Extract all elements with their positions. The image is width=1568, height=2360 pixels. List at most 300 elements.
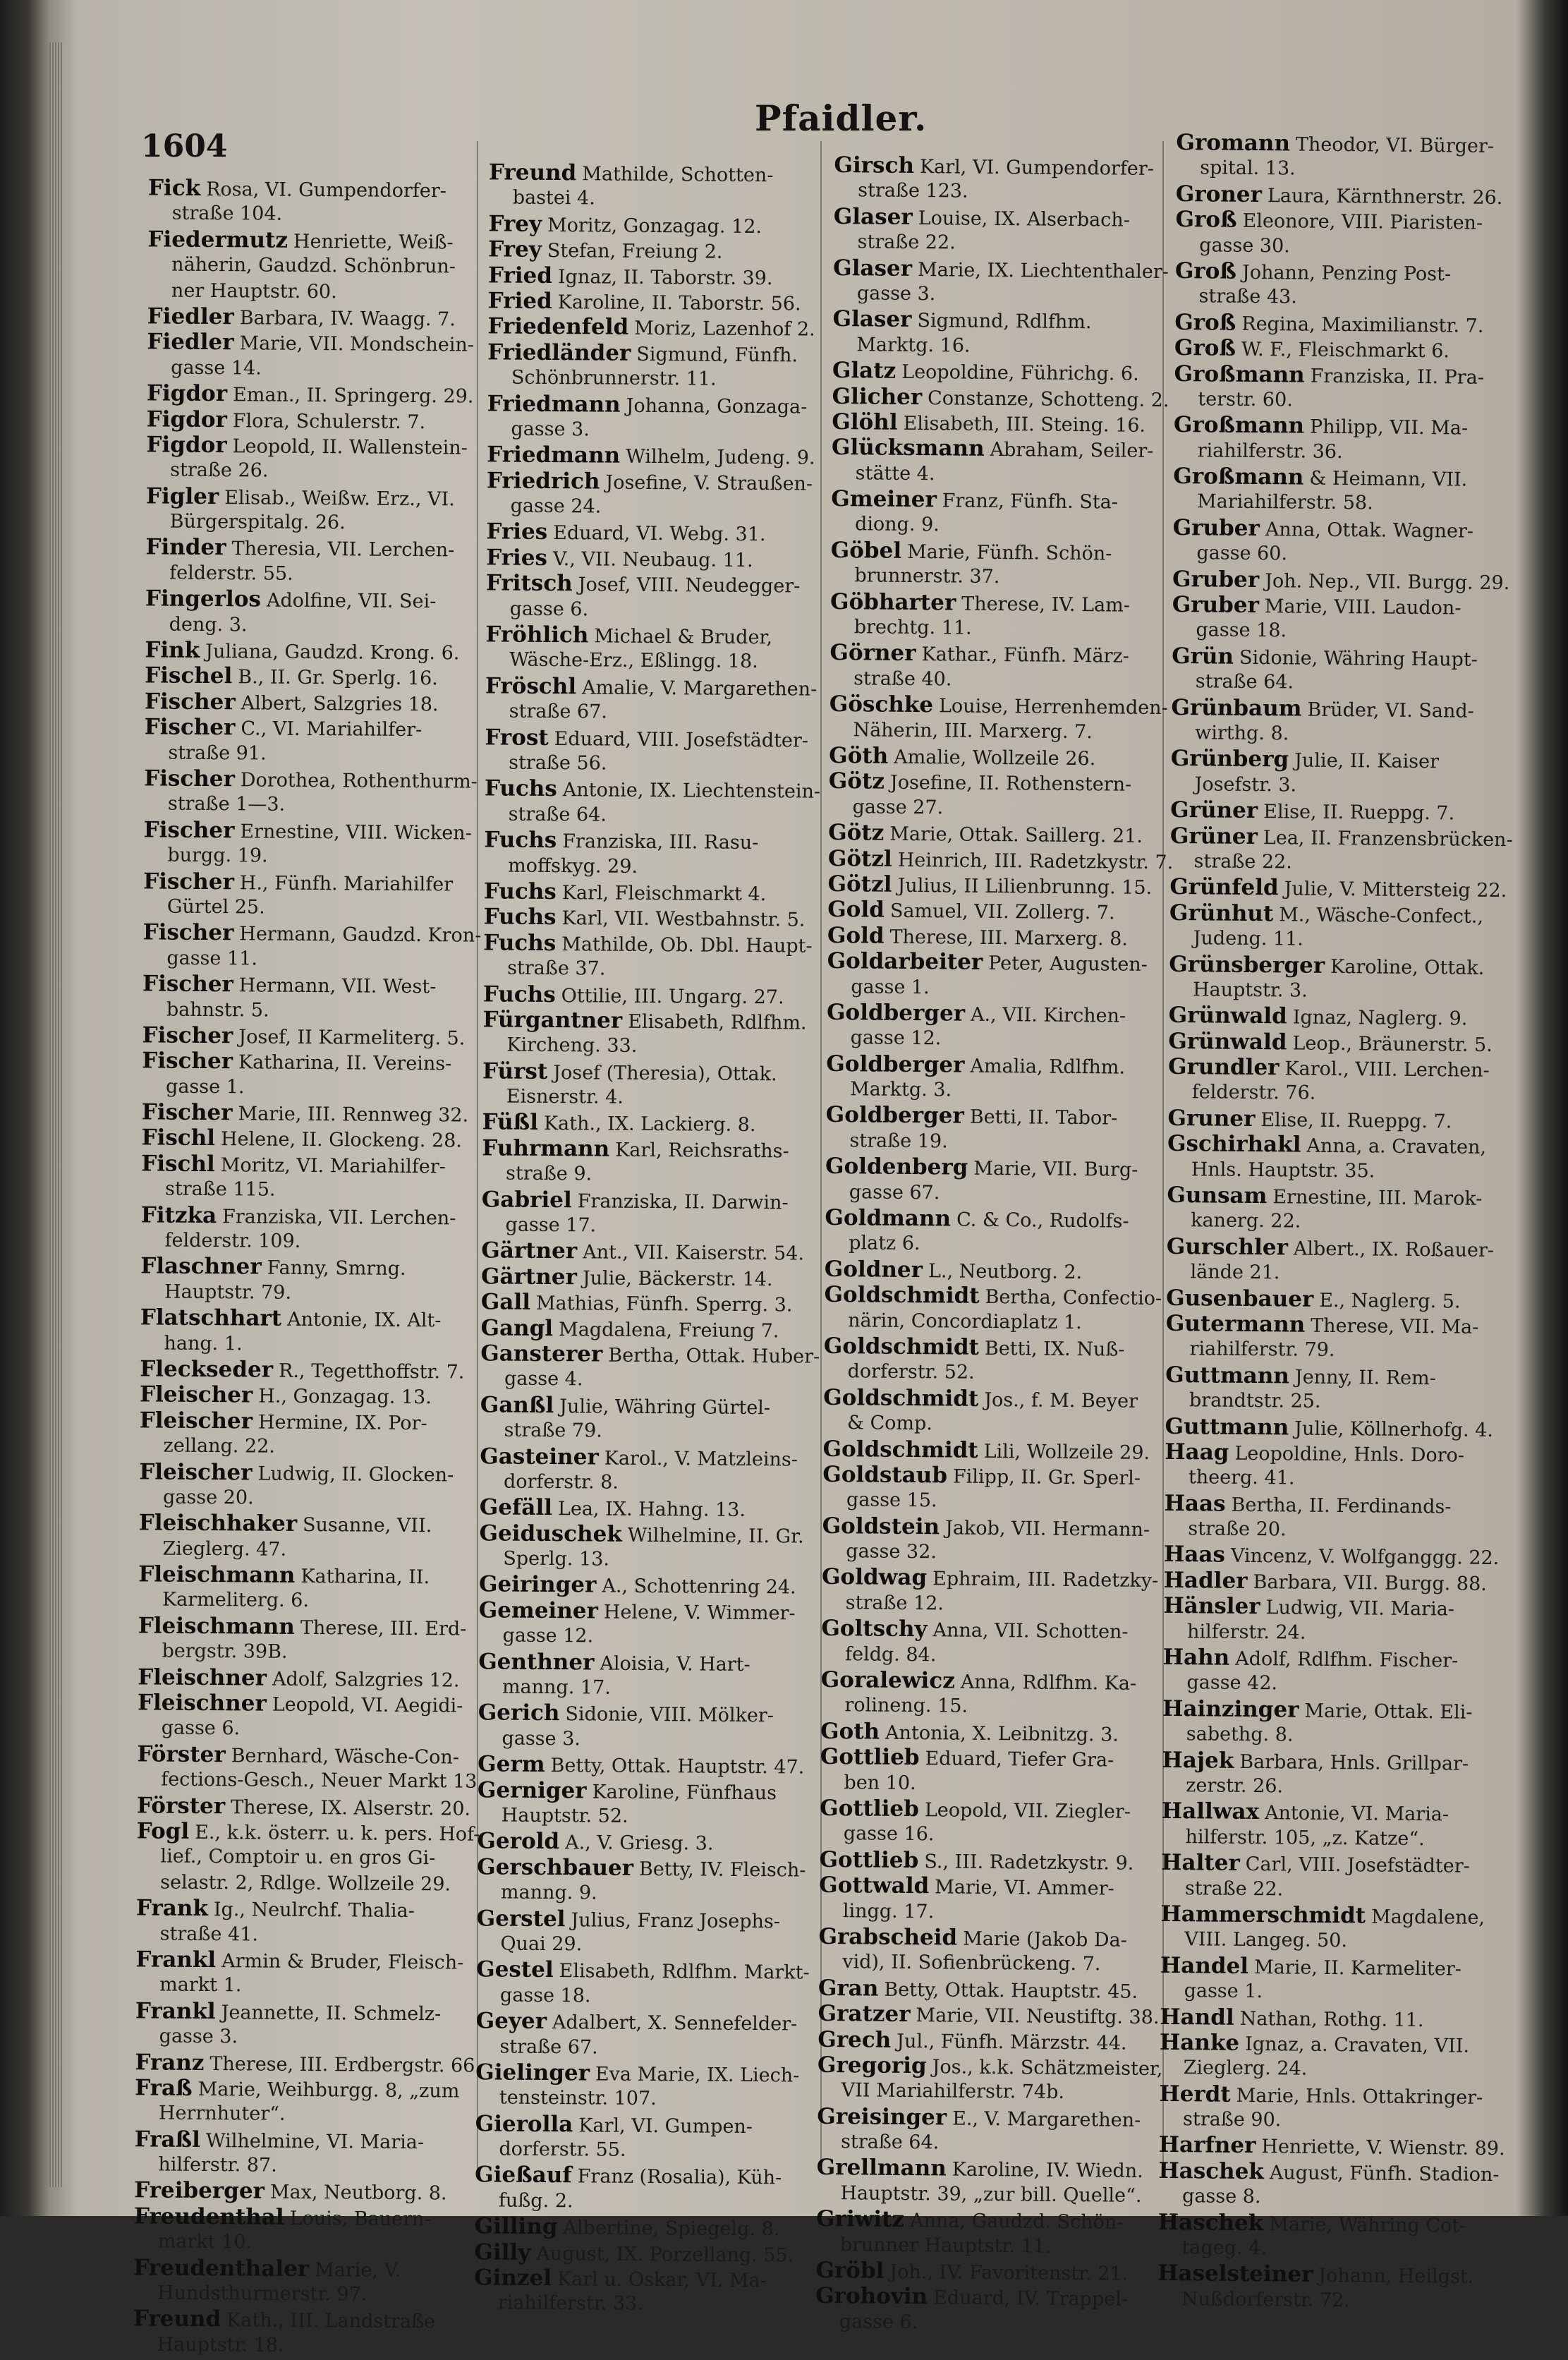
directory-entry-continuation: [833, 229, 1168, 258]
entry-details: fußg. 2.: [498, 2189, 573, 2213]
entry-surname: Göschke: [829, 691, 934, 718]
directory-entry: [1160, 2030, 1495, 2059]
entry-details: lief., Comptoir u. en gros Gi-: [160, 1845, 436, 1870]
directory-entry: [488, 211, 823, 239]
entry-details: VII Mariahilferstr. 74b.: [841, 2079, 1065, 2104]
directory-entry-continuation: [475, 2188, 810, 2216]
directory-entry: [830, 589, 1165, 618]
entry-surname: Fischel: [145, 662, 233, 689]
entry-details: Elisabeth, Rdlfhm. Markt-: [559, 1960, 810, 1984]
entry-surname: Fröhlich: [485, 622, 589, 648]
entry-surname: Gerstel: [476, 1905, 566, 1932]
entry-surname: Goldschmidt: [824, 1282, 980, 1309]
entry-details: Barbara, IV. Waagg. 7.: [239, 307, 456, 331]
entry-details: Marie, Hnls. Ottakringer-: [1236, 2084, 1483, 2109]
entry-details: V., VII. Neubaug. 11.: [552, 547, 753, 571]
entry-surname: Geiduschek: [479, 1520, 622, 1547]
entry-details: wirthg. 8.: [1195, 722, 1289, 745]
entry-surname: Fleischmann: [138, 1561, 296, 1588]
entry-details: Hauptstr. 52.: [501, 1804, 628, 1827]
entry-details: riahilferstr. 79.: [1189, 1338, 1335, 1362]
entry-details: Kathar., Fünfh. März-: [921, 643, 1130, 668]
directory-entry-continuation: [480, 1417, 815, 1446]
directory-entry: [485, 776, 820, 804]
entry-surname: Fischer: [144, 714, 236, 741]
directory-entry: [832, 358, 1167, 387]
directory-entry: [1162, 1748, 1497, 1777]
entry-details: platz 6.: [849, 1232, 920, 1255]
entry-details: gasse 30.: [1199, 234, 1290, 257]
entry-details: Karoline, Ottak.: [1330, 955, 1485, 979]
directory-entry: [144, 817, 479, 845]
entry-surname: Haas: [1163, 1542, 1226, 1568]
entry-details: & Heimann, VII.: [1309, 467, 1468, 491]
entry-details: Bertha, Confectio-: [985, 1286, 1162, 1310]
entry-details: gasse 24.: [510, 495, 602, 518]
entry-surname: Hadler: [1163, 1567, 1248, 1594]
entry-surname: Gefäll: [479, 1494, 553, 1521]
directory-entry: [480, 1341, 820, 1369]
directory-entry: [480, 1392, 815, 1420]
entry-details: Henriette, Weiß-: [293, 230, 454, 254]
directory-entry: [822, 1436, 1157, 1465]
entry-details: gasse 27.: [852, 796, 944, 819]
entry-surname: Fuchs: [484, 775, 557, 802]
entry-details: Julie, Bäckerstr. 14.: [582, 1267, 773, 1291]
entry-details: Jeannette, II. Schmelz-: [221, 2001, 442, 2026]
directory-entry-continuation: [830, 615, 1165, 643]
entry-details: Rosa, VI. Gumpendorfer-: [206, 178, 446, 202]
entry-details: straße 115.: [164, 1178, 276, 1201]
entry-surname: Fuchs: [483, 930, 557, 956]
entry-details: Leopoldine, Hnls. Doro-: [1234, 1442, 1465, 1467]
entry-surname: Haselsteiner: [1157, 2261, 1313, 2288]
entry-details: Leopold, VII. Ziegler-: [924, 1799, 1131, 1823]
directory-entry: [480, 1315, 815, 1343]
entry-surname: Gierolla: [475, 2110, 573, 2137]
directory-entry: [821, 1667, 1156, 1696]
entry-details: Vincenz, V. Wolfganggg. 22.: [1230, 1545, 1500, 1570]
entry-details: bastei 4.: [512, 187, 595, 210]
directory-entry-continuation: [1175, 233, 1510, 262]
directory-entry: [139, 1511, 474, 1539]
entry-details: Fanny, Smrng.: [267, 1257, 406, 1281]
entry-details: straße 64.: [840, 2131, 940, 2154]
entry-details: gasse 60.: [1196, 542, 1288, 565]
entry-surname: Hammerschmidt: [1160, 1901, 1366, 1929]
entry-details: Franziska, II. Darwin-: [577, 1190, 789, 1214]
directory-entry-continuation: [816, 2232, 1151, 2261]
directory-entry: [134, 2203, 469, 2232]
directory-entry-continuation: [134, 2152, 469, 2180]
entry-details: tensteinstr. 107.: [499, 2086, 657, 2110]
directory-entry: [147, 406, 482, 435]
entry-details: tageg. 4.: [1181, 2237, 1268, 2260]
entry-surname: Harfner: [1158, 2132, 1256, 2159]
entry-surname: Gurschler: [1166, 1233, 1289, 1261]
directory-entry-continuation: [140, 1279, 475, 1307]
directory-entry: [147, 303, 482, 332]
directory-entry-continuation: [140, 1228, 475, 1256]
directory-entry: [832, 409, 1167, 438]
entry-surname: Fries: [486, 519, 548, 545]
entry-details: Hundsthurmerstr. 97.: [157, 2282, 367, 2306]
entry-surname: Figdor: [146, 380, 228, 407]
directory-entry: [1165, 1362, 1500, 1391]
entry-details: Ignaz, a. Cravaten, VII.: [1244, 2033, 1470, 2057]
directory-entry-continuation: [474, 2291, 809, 2319]
entry-surname: Greisinger: [817, 2103, 947, 2131]
directory-entry: [827, 923, 1162, 952]
entry-surname: Fuchs: [482, 981, 556, 1007]
directory-entry-continuation: [139, 1484, 474, 1513]
entry-details: Karl, Fleischmarkt 4.: [561, 882, 767, 906]
entry-surname: Göth: [829, 742, 889, 769]
entry-details: Julius, II Lilienbrunng. 15.: [897, 874, 1153, 899]
entry-details: Adalbert, X. Sennefelder-: [552, 2011, 798, 2035]
entry-details: felderstr. 55.: [169, 562, 293, 585]
entry-surname: Gröbl: [815, 2257, 885, 2284]
directory-entry-continuation: [832, 461, 1167, 490]
directory-entry-continuation: [475, 2086, 810, 2114]
directory-entry-continuation: [826, 1077, 1161, 1106]
directory-entry-continuation: [140, 1331, 475, 1359]
directory-entry-continuation: [1160, 2055, 1495, 2084]
directory-entry: [1163, 1645, 1498, 1674]
entry-surname: Götzl: [827, 845, 892, 872]
directory-entry: [1168, 1029, 1503, 1058]
entry-details: Leopold, VI. Aegidi-: [272, 1693, 463, 1717]
directory-entry-continuation: [487, 493, 822, 521]
entry-details: Mathilde, Ob. Dbl. Haupt-: [561, 933, 813, 957]
entry-details: Helene, II. Glockeng. 28.: [220, 1128, 463, 1152]
entry-surname: Goth: [820, 1718, 880, 1745]
directory-entry: [827, 1000, 1162, 1029]
directory-entry-continuation: [138, 1639, 473, 1667]
entry-details: Eduard, Tiefer Gra-: [925, 1748, 1114, 1772]
entry-details: gasse 1.: [1184, 1980, 1263, 2003]
directory-entry: [831, 486, 1166, 515]
directory-entry-continuation: [487, 416, 822, 444]
entry-details: Adolf, Rdlfhm. Fischer-: [1235, 1647, 1459, 1672]
directory-entry: [478, 1700, 813, 1729]
directory-entry-continuation: [135, 2023, 470, 2052]
directory-entry: [146, 432, 481, 460]
directory-entry: [1174, 310, 1509, 339]
entry-details: hang. 1.: [164, 1332, 243, 1355]
directory-entry: [829, 640, 1165, 669]
entry-surname: Fröschl: [485, 673, 577, 700]
directory-entry-continuation: [482, 1161, 817, 1190]
entry-details: Jakob, VII. Hermann-: [944, 1517, 1150, 1541]
entry-surname: Fischer: [142, 1048, 233, 1075]
entry-details: Katharina, II.: [300, 1566, 430, 1589]
directory-entry-continuation: [1164, 1516, 1499, 1545]
entry-details: Ernestine, III. Marok-: [1272, 1186, 1483, 1210]
entry-surname: Goldstein: [822, 1513, 940, 1540]
directory-entry: [478, 1777, 813, 1805]
entry-details: Marie, Währing Cot-: [1269, 2213, 1466, 2237]
entry-details: Max, Neutborg. 8.: [269, 2182, 447, 2205]
entry-surname: Haschek: [1158, 2158, 1265, 2185]
entry-details: S., III. Radetzkystr. 9.: [924, 1850, 1134, 1875]
directory-entry-continuation: [1162, 1721, 1497, 1750]
entry-details: Marie, Fünfh. Schön-: [906, 540, 1112, 565]
directory-entry: [145, 586, 480, 615]
directory-entry: [485, 725, 820, 753]
entry-surname: Fischer: [142, 1022, 233, 1049]
entry-details: Anna, Gaudzd. Schön-: [909, 2210, 1124, 2234]
entry-surname: Gerold: [477, 1828, 560, 1855]
directory-entry: [476, 2008, 811, 2036]
entry-details: gasse 18.: [1196, 619, 1287, 642]
entry-details: Louise, IX. Alserbach-: [918, 207, 1130, 231]
directory-entry: [474, 2265, 809, 2293]
entry-details: A., Schottenring 24.: [602, 1575, 796, 1599]
directory-entry: [1163, 1593, 1498, 1622]
entry-surname: Friedmann: [487, 442, 621, 468]
directory-entry: [1162, 1798, 1497, 1827]
entry-surname: Fischer: [141, 1099, 233, 1126]
directory-entry-continuation: [134, 2229, 469, 2258]
directory-entry-continuation: [1168, 1079, 1503, 1108]
directory-entry-continuation: [141, 1177, 476, 1205]
entry-details: Ephraim, III. Radetzky-: [932, 1568, 1159, 1592]
entry-surname: Fischer: [142, 919, 234, 946]
directory-entry: [477, 1854, 812, 1882]
directory-entry: [1164, 1568, 1499, 1597]
entry-surname: Groß: [1174, 335, 1236, 361]
entry-surname: Förster: [137, 1741, 226, 1768]
directory-entry: [1158, 2132, 1505, 2161]
directory-entry-continuation: [135, 2101, 470, 2129]
entry-surname: Fiedler: [147, 329, 234, 356]
entry-details: zellang. 22.: [163, 1434, 276, 1458]
entry-details: Theodor, VI. Bürger-: [1295, 133, 1495, 157]
entry-details: Nathan, Rothg. 11.: [1239, 2007, 1424, 2031]
entry-details: Moritz, VI. Mariahilfer-: [220, 1154, 446, 1178]
directory-entry-continuation: [1169, 977, 1504, 1006]
entry-details: Hauptstr. 79.: [164, 1281, 292, 1304]
directory-entry-continuation: [136, 1921, 471, 1949]
directory-entry-continuation: [475, 2136, 810, 2165]
entry-details: L., Neutborg. 2.: [928, 1260, 1083, 1283]
entry-surname: Fleischmann: [138, 1613, 296, 1640]
directory-column-1: [133, 175, 484, 2356]
directory-entry-continuation: [139, 1433, 474, 1461]
directory-entry-continuation: [484, 853, 819, 881]
directory-entry: [1169, 823, 1513, 852]
entry-details: Gürtel 25.: [166, 895, 265, 919]
entry-details: Marie (Jakob Da-: [963, 1928, 1127, 1951]
entry-details: Brüder, VI. Sand-: [1307, 698, 1474, 722]
entry-details: Marktg. 16.: [856, 334, 971, 357]
entry-details: Wilhelm, Judeng. 9.: [626, 446, 815, 469]
entry-surname: Grüner: [1170, 797, 1258, 824]
entry-surname: Handel: [1160, 1952, 1249, 1979]
directory-entry: [815, 2258, 1150, 2287]
entry-details: Josefine, V. Straußen-: [605, 471, 813, 495]
directory-entry: [482, 1187, 817, 1215]
entry-surname: Freudenthal: [133, 2203, 284, 2230]
directory-entry-continuation: [138, 1716, 473, 1744]
directory-entry: [1157, 2261, 1493, 2289]
entry-surname: Grünbaum: [1171, 694, 1302, 722]
directory-entry: [1174, 335, 1509, 364]
directory-entry: [474, 2239, 809, 2268]
entry-details: straße 104.: [171, 202, 283, 226]
entry-details: Anna, VII. Schotten-: [932, 1619, 1129, 1643]
entry-details: Betty, Ottak. Hauptstr. 45.: [884, 1978, 1138, 2003]
directory-entry: [486, 571, 821, 599]
entry-details: straße 79.: [504, 1419, 602, 1442]
entry-details: Adolfine, VII. Sei-: [266, 589, 437, 613]
directory-entry: [487, 442, 822, 471]
entry-details: Marie, VIII. Laudon-: [1264, 595, 1461, 619]
entry-surname: Fink: [145, 637, 200, 663]
directory-entry: [483, 930, 818, 958]
entry-details: Joh. Nep., VII. Burgg. 29.: [1265, 569, 1510, 594]
entry-surname: Freiberger: [134, 2177, 265, 2205]
entry-details: straße 43.: [1198, 285, 1297, 308]
directory-entry-continuation: [478, 1726, 813, 1754]
directory-entry: [1168, 1054, 1503, 1083]
directory-entry: [142, 1048, 477, 1077]
entry-surname: Haschek: [1157, 2209, 1264, 2236]
entry-details: Elisabeth, III. Steing. 16.: [903, 412, 1146, 437]
directory-entry: [820, 1719, 1155, 1748]
directory-entry-continuation: [825, 1128, 1160, 1157]
entry-details: Marie, II. Karmeliter-: [1253, 1956, 1461, 1980]
directory-entry: [1175, 258, 1510, 287]
entry-details: straße 19.: [849, 1130, 948, 1153]
entry-details: hilferstr. 105, „z. Katze“.: [1185, 1825, 1425, 1850]
entry-surname: Gemeiner: [478, 1597, 598, 1624]
directory-entry-continuation: [823, 1359, 1158, 1388]
directory-entry: [481, 1238, 816, 1266]
entry-surname: Groner: [1175, 181, 1263, 207]
entry-details: Amalia, Rdlfhm.: [970, 1055, 1126, 1079]
directory-entry-continuation: [1161, 1875, 1496, 1904]
directory-entry-continuation: [827, 974, 1162, 1003]
entry-surname: Flatschhart: [140, 1305, 282, 1331]
entry-details: Antonie, VI. Maria-: [1264, 1802, 1450, 1826]
entry-details: Therese, III. Marxerg. 8.: [889, 926, 1129, 950]
directory-entry-continuation: [145, 560, 480, 588]
entry-surname: Götzl: [827, 871, 892, 897]
entry-surname: Gmeiner: [831, 486, 937, 513]
entry-surname: Förster: [136, 1792, 226, 1819]
entry-details: Hnls. Hauptstr. 35.: [1191, 1158, 1375, 1182]
directory-entry-continuation: [135, 1973, 470, 2001]
entry-surname: Groß: [1174, 309, 1236, 336]
directory-entry-continuation: [142, 945, 478, 974]
entry-details: Wilhelmine, II. Gr.: [627, 1524, 804, 1548]
entry-details: Samuel, VII. Zollerg. 7.: [889, 900, 1115, 924]
directory-entry-continuation: [137, 1767, 484, 1796]
directory-entry-continuation: [483, 955, 818, 984]
entry-surname: Flaschner: [140, 1253, 262, 1280]
directory-entry-continuation: [144, 740, 479, 768]
directory-entry: [141, 1125, 476, 1154]
directory-entry-continuation: [1159, 2107, 1494, 2136]
entry-details: Betty, IV. Fleisch-: [638, 1858, 806, 1882]
entry-details: Marie, III. Rennweg 32.: [238, 1103, 469, 1127]
entry-surname: Gärtner: [481, 1238, 578, 1264]
entry-surname: Fleckseder: [140, 1356, 274, 1383]
directory-entry: [142, 1099, 477, 1127]
directory-entry: [827, 871, 1162, 900]
entry-details: Johann, Penzing Post-: [1241, 261, 1452, 286]
entry-details: Mathias, Fünfh. Sperrg. 3.: [535, 1293, 793, 1317]
directory-entry: [146, 483, 481, 512]
entry-details: Elise, II. Rueppg. 7.: [1263, 801, 1455, 825]
entry-details: Hermann, Gaudzd. Kron-: [239, 923, 482, 948]
directory-entry: [827, 845, 1174, 874]
directory-entry: [486, 519, 821, 547]
entry-details: manng. 9.: [500, 1881, 597, 1904]
directory-entry-continuation: [478, 1623, 813, 1652]
entry-surname: Fuchs: [483, 904, 557, 931]
entry-details: gasse 14.: [171, 356, 262, 380]
directory-entry-continuation: [147, 355, 482, 383]
directory-entry: [136, 1818, 480, 1846]
directory-entry: [1165, 1491, 1500, 1520]
directory-entry: [481, 1290, 816, 1318]
directory-entry: [133, 2255, 468, 2283]
entry-details: Eleonore, VIII. Piaristen-: [1242, 210, 1483, 234]
directory-entry: [475, 2059, 810, 2088]
directory-entry: [1166, 1285, 1501, 1314]
entry-details: Anna, Ottak. Wagner-: [1265, 518, 1474, 543]
directory-entry: [488, 237, 823, 265]
entry-details: Karol., VIII. Lerchen-: [1284, 1058, 1490, 1082]
directory-entry: [834, 204, 1169, 233]
entry-surname: Gangl: [480, 1314, 554, 1341]
directory-entry-continuation: [489, 186, 824, 214]
directory-entry: [475, 2162, 810, 2191]
entry-surname: Haag: [1165, 1439, 1229, 1465]
entry-surname: Franz: [135, 2049, 205, 2076]
entry-surname: Gottlieb: [820, 1795, 920, 1822]
directory-entry-continuation: [1157, 2235, 1493, 2264]
entry-details: spital. 13.: [1200, 157, 1296, 180]
entry-surname: Gielinger: [475, 2059, 590, 2086]
entry-surname: Handl: [1160, 2004, 1234, 2031]
entry-details: straße 1—3.: [167, 792, 286, 816]
directory-entry-continuation: [1170, 772, 1505, 801]
entry-details: dorferstr. 8.: [503, 1470, 619, 1494]
directory-entry: [1167, 1182, 1502, 1211]
entry-surname: Groß: [1175, 207, 1237, 233]
directory-entry-continuation: [147, 278, 482, 306]
entry-details: gasse 16.: [843, 1822, 935, 1846]
entry-details: Herrnhuter“.: [158, 2102, 286, 2126]
entry-details: Eduard, VI. Webg. 31.: [553, 522, 766, 546]
directory-entry: [479, 1597, 814, 1626]
entry-details: Julie, II. Kaiser: [1294, 749, 1440, 773]
directory-entry-continuation: [1165, 1336, 1500, 1365]
entry-details: Ottilie, III. Ungarg. 27.: [561, 984, 784, 1008]
directory-entry-continuation: [829, 718, 1164, 746]
entry-details: Antonia, X. Leibnitzg. 3.: [885, 1721, 1119, 1746]
entry-details: Henriette, V. Wienstr. 89.: [1261, 2136, 1505, 2160]
directory-entry: [1176, 181, 1511, 210]
directory-entry-continuation: [818, 2078, 1153, 2107]
entry-surname: Grüner: [1169, 823, 1258, 849]
entry-surname: Gratzer: [818, 2001, 911, 2028]
entry-surname: Goldmann: [825, 1204, 952, 1232]
